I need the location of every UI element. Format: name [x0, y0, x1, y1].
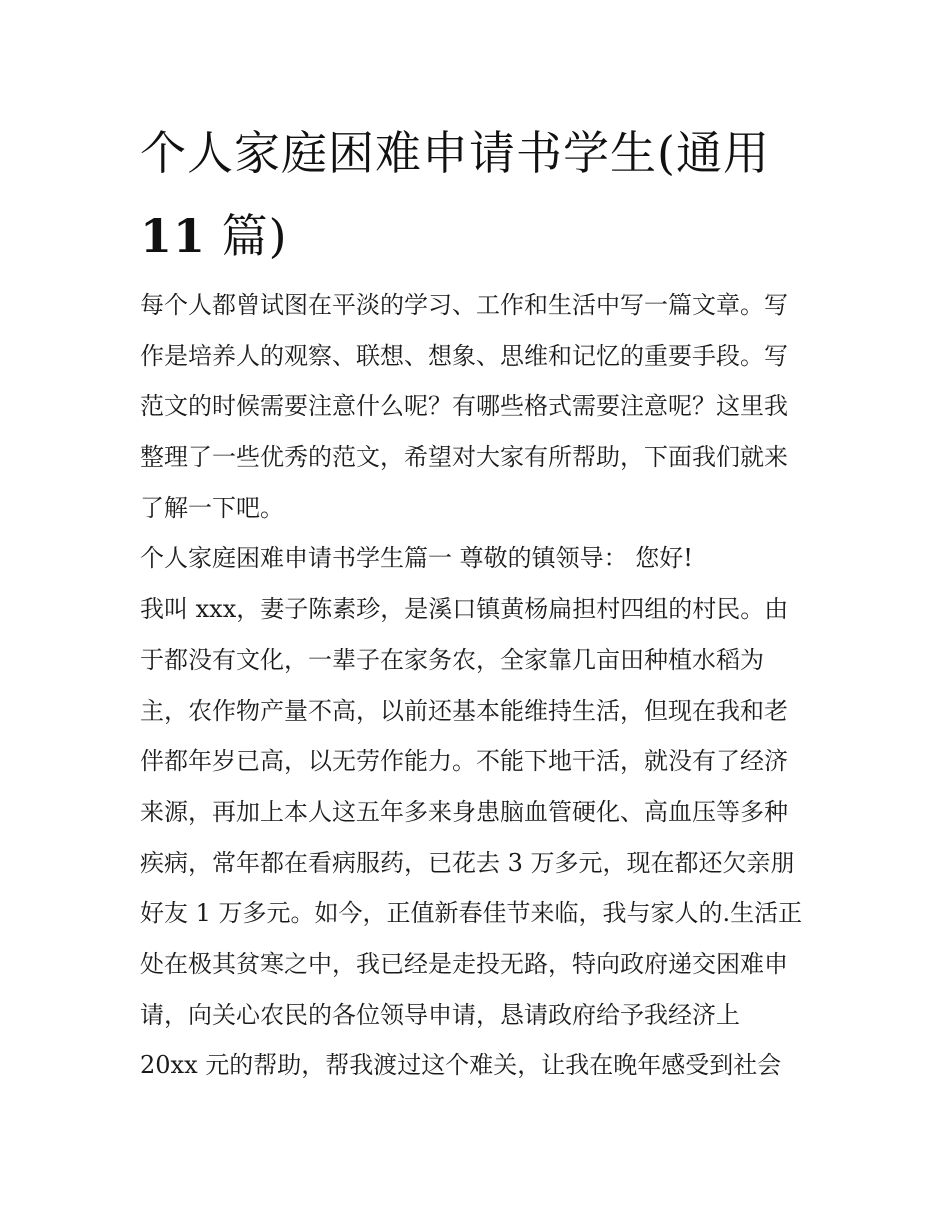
text-line: 范文的时候需要注意什么呢？有哪些格式需要注意呢？这里我 — [140, 392, 788, 421]
text-line: 处在极其贫寒之中，我已经是走投无路，特向政府递交困难申 — [140, 949, 788, 978]
title-number: 11 — [140, 209, 207, 263]
text-line: 主，农作物产量不高，以前还基本能维持生活，但现在我和老 — [140, 696, 788, 725]
text-line: 整理了一些优秀的范文，希望对大家有所帮助，下面我们就来 — [140, 443, 788, 472]
text-line: 于都没有文化，一辈子在家务农，全家靠几亩田种植水稻为 — [140, 645, 764, 674]
document-body — [140, 280, 820, 1091]
section-heading: 个人家庭困难申请书学生篇一 尊敬的镇领导： 您好! — [140, 544, 693, 573]
text-line: 了解一下吧。 — [140, 493, 284, 522]
text-line: 20xx 元的帮助，帮我渡过这个难关，让我在晚年感受到社会 — [140, 1051, 782, 1080]
text-line: 好友 1 万多元。如今，正值新春佳节来临，我与家人的.生活正 — [140, 899, 803, 928]
text-line: 疾病，常年都在看病服药，已花去 3 万多元，现在都还欠亲朋 — [140, 848, 795, 877]
title-line-2: 篇) — [206, 209, 288, 263]
text-line: 来源，再加上本人这五年多来身患脑血管硬化、高血压等多种 — [140, 797, 788, 826]
text-line: 每个人都曾试图在平淡的学习、工作和生活中写一篇文章。写 — [140, 291, 788, 319]
text-line: 请，向关心农民的各位领导申请，恳请政府给予我经济上 — [140, 1000, 740, 1029]
title-line-1: 个人家庭困难申请书学生(通用 — [140, 126, 770, 180]
document-title — [140, 112, 820, 278]
text-line: 我叫 xxx，妻子陈素珍，是溪口镇黄杨扁担村四组的村民。由 — [140, 595, 789, 624]
text-line: 伴都年岁已高，以无劳作能力。不能下地干活，就没有了经济 — [140, 747, 788, 776]
text-line: 作是培养人的观察、联想、想象、思维和记忆的重要手段。写 — [140, 341, 788, 370]
